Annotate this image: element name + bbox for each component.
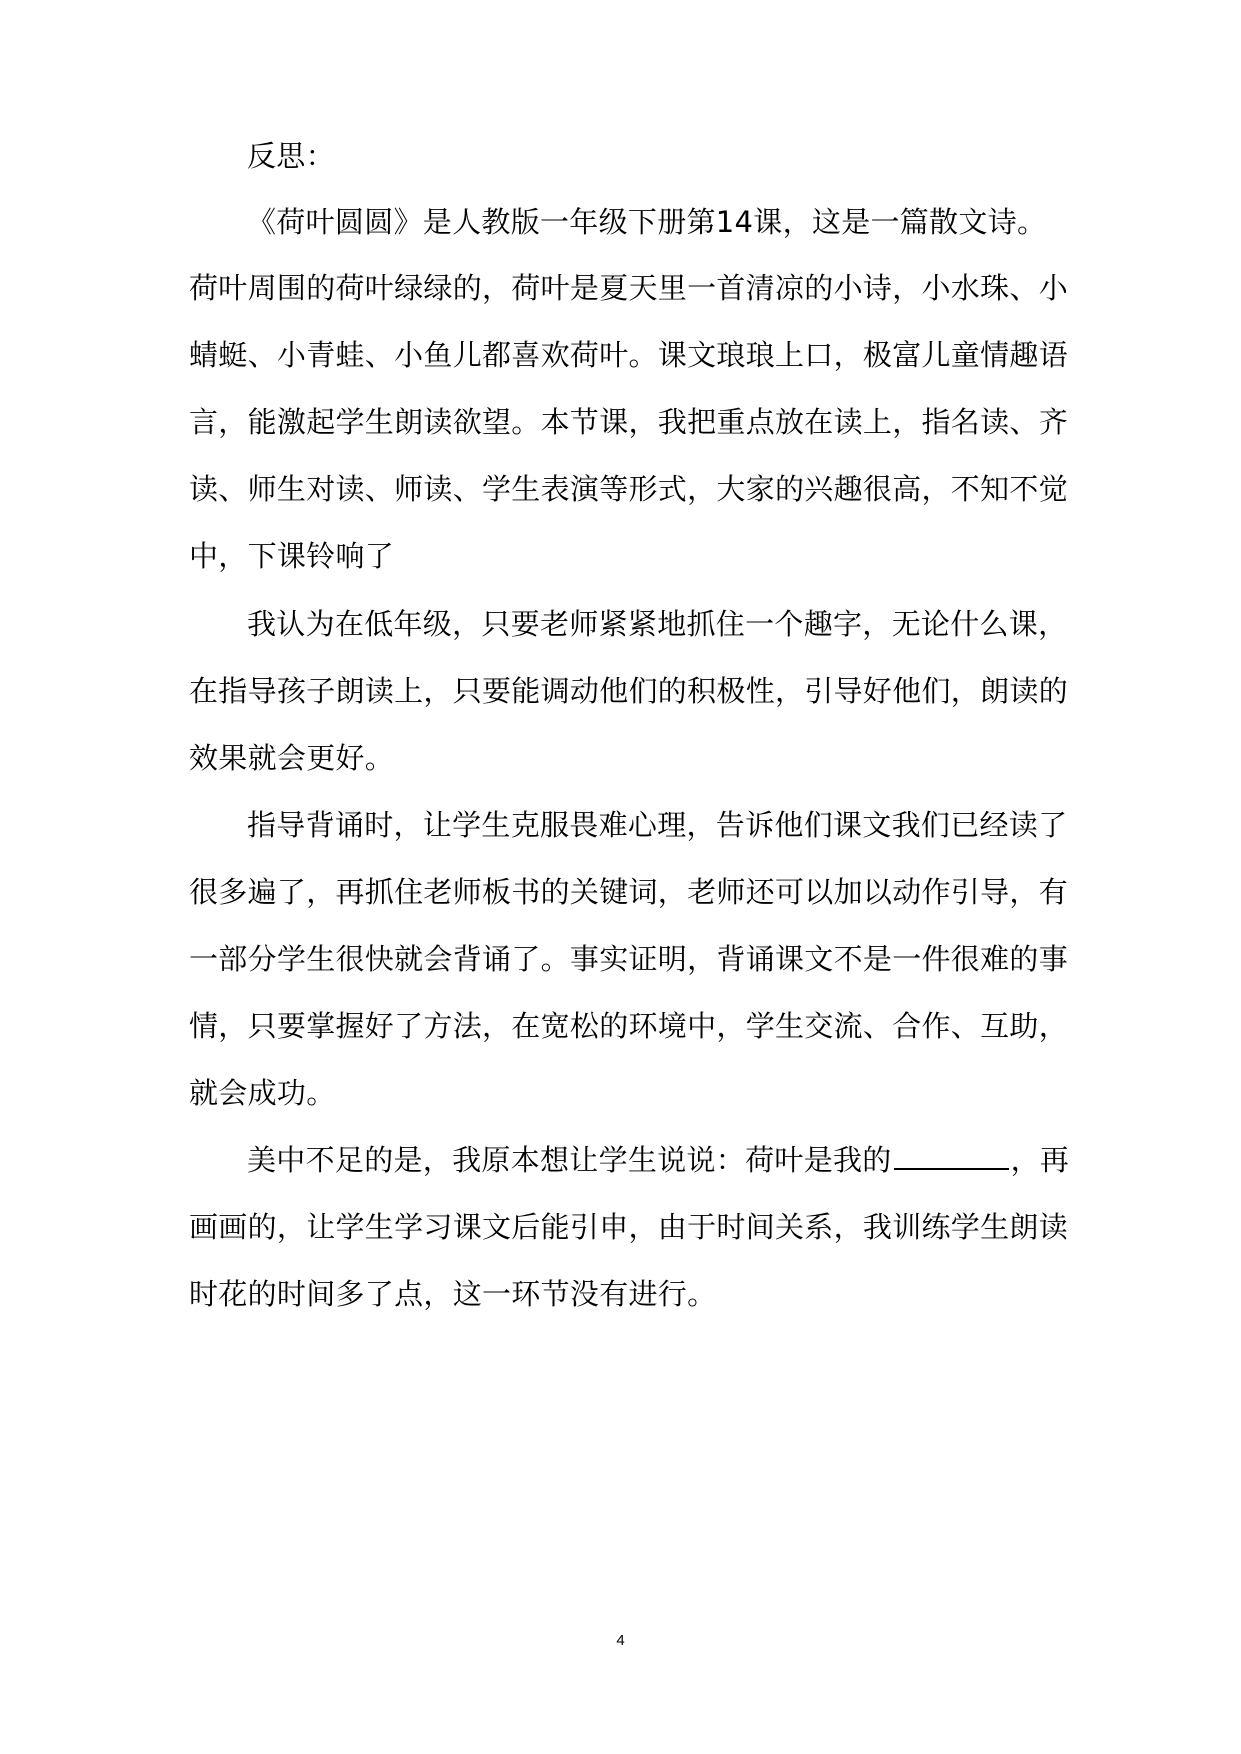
paragraph-2-line-1: 我认为在低年级，只要老师紧紧地抓住一个趣字，无论什么课， (247, 607, 1068, 641)
paragraph-4-text-before-blank: 美中不足的是，我原本想让学生说说：荷叶是我的 (247, 1143, 892, 1177)
paragraph-1-line-2: 荷叶周围的荷叶绿绿的，荷叶是夏天里一首清凉的小诗，小水珠、小 (189, 271, 1069, 305)
paragraph-3-line-2: 很多遍了，再抓住老师板书的关键词，老师还可以加以动作引导，有 (189, 875, 1069, 909)
paragraph-4-line-1 (247, 1140, 1070, 1180)
paragraph-4-line-2: 画画的，让学生学习课文后能引申，由于时间关系，我训练学生朗读 (189, 1210, 1069, 1244)
paragraph-1-line-4: 言，能激起学生朗读欲望。本节课，我把重点放在读上，指名读、齐 (189, 405, 1069, 439)
paragraph-4-line-3: 时花的时间多了点，这一环节没有进行。 (189, 1277, 717, 1311)
paragraph-1-line-3: 蜻蜓、小青蛙、小鱼儿都喜欢荷叶。课文琅琅上口，极富儿童情趣语 (189, 338, 1069, 372)
paragraph-3-line-4: 情，只要掌握好了方法，在宽松的环境中，学生交流、合作、互助， (189, 1009, 1069, 1043)
paragraph-2-line-3: 效果就会更好。 (189, 741, 395, 775)
paragraph-2-line-2: 在指导孩子朗读上，只要能调动他们的积极性，引导好他们，朗读的 (189, 674, 1069, 708)
paragraph-3-line-1: 指导背诵时，让学生克服畏难心理，告诉他们课文我们已经读了 (247, 808, 1068, 842)
paragraph-1-line-5: 读、师生对读、师读、学生表演等形式，大家的兴趣很高，不知不觉 (189, 472, 1069, 506)
fill-in-blank (894, 1140, 1009, 1170)
page-number: 4 (616, 1632, 625, 1649)
section-heading: 反思： (247, 139, 335, 173)
paragraph-1-line-1: 《荷叶圆圆》是人教版一年级下册第14课，这是一篇散文诗。 (247, 205, 1047, 239)
paragraph-3-line-5: 就会成功。 (189, 1076, 336, 1110)
paragraph-3-line-3: 一部分学生很快就会背诵了。事实证明，背诵课文不是一件很难的事 (189, 942, 1069, 976)
paragraph-1-line-6: 中，下课铃响了 (189, 539, 395, 573)
paragraph-4-text-after-blank: ，再 (1010, 1143, 1070, 1177)
